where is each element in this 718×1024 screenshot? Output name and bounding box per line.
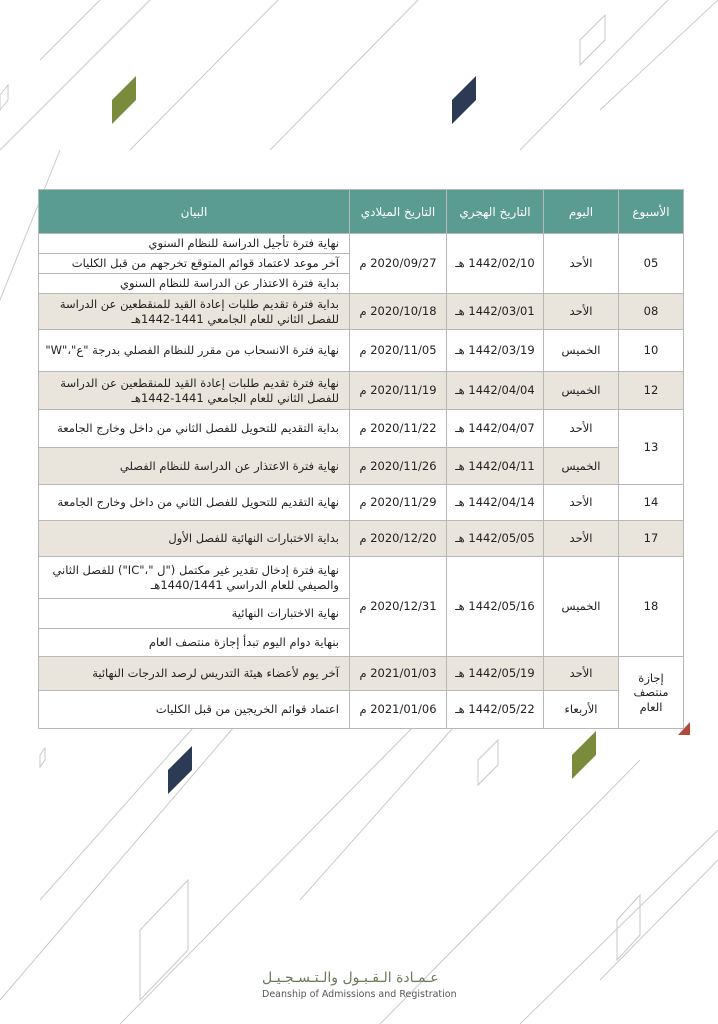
gregorian-cell: 2020/11/29 م: [350, 485, 447, 521]
hijri-cell: 1442/05/05 هـ: [447, 521, 544, 557]
description-line: للفصل الثاني للعام الجامعي 1441-1442هـ: [131, 390, 339, 405]
description-cell: [39, 294, 350, 330]
description-cell: نهاية فترة تأجيل الدراسة للنظام السنوي: [39, 234, 350, 254]
table-row: [39, 372, 684, 410]
hijri-cell: 1442/04/11 هـ: [447, 448, 544, 485]
day-cell: الخميس: [544, 372, 619, 410]
day-cell: الخميس: [544, 448, 619, 485]
gregorian-cell: 2020/11/19 م: [350, 372, 447, 410]
hijri-cell: 1442/05/22 هـ: [447, 691, 544, 729]
description-cell: آخر يوم لأعضاء هيئة التدريس لرصد الدرجات النهائية: [39, 657, 350, 691]
header-gregorian-date: التاريخ الميلادي: [350, 190, 447, 234]
description-line: بداية فترة تقديم طلبات إعادة القيد للمنقطعين عن الدراسة: [59, 297, 339, 312]
week-cell: 05: [619, 234, 684, 294]
hijri-cell: 1442/03/19 هـ: [447, 330, 544, 372]
header-hijri-date: التاريخ الهجري: [447, 190, 544, 234]
day-cell: الخميس: [544, 557, 619, 657]
table-row: [39, 485, 684, 521]
description-cell: بداية الاختبارات النهائية للفصل الأول: [39, 521, 350, 557]
gregorian-cell: 2020/12/20 م: [350, 521, 447, 557]
week-cell: 12: [619, 372, 684, 410]
table-row: [39, 657, 684, 691]
hijri-cell: 1442/04/14 هـ: [447, 485, 544, 521]
week-cell: 10: [619, 330, 684, 372]
academic-calendar-table: [38, 189, 684, 729]
week-cell: إجازة منتصف العام: [619, 657, 684, 729]
header-day: اليوم: [544, 190, 619, 234]
description-line: نهاية فترة تقديم طلبات إعادة القيد للمنقطعين عن الدراسة: [60, 376, 339, 391]
hijri-cell: 1442/04/04 هـ: [447, 372, 544, 410]
footer-logo: [262, 970, 457, 1000]
hijri-cell: 1442/05/16 هـ: [447, 557, 544, 657]
table-row: [39, 448, 684, 485]
table-row: [39, 330, 684, 372]
week-cell: 17: [619, 521, 684, 557]
gregorian-cell: 2020/11/26 م: [350, 448, 447, 485]
hijri-cell: 1442/02/10 هـ: [447, 234, 544, 294]
day-cell: الأحد: [544, 657, 619, 691]
hijri-cell: 1442/03/01 هـ: [447, 294, 544, 330]
description-cell: بنهاية دوام اليوم تبدأ إجازة منتصف العام: [39, 629, 350, 657]
description-line: والصيفي للعام الدراسي 1440/1441هـ: [150, 577, 339, 592]
table-row: [39, 691, 684, 729]
description-cell: نهاية التقديم للتحويل للفصل الثاني من داخل وخارج الجامعة: [39, 485, 350, 521]
table-row: [39, 234, 684, 254]
gregorian-cell: 2020/11/22 م: [350, 410, 447, 448]
description-cell: بداية فترة الاعتذار عن الدراسة للنظام السنوي: [39, 274, 350, 294]
description-cell: آخر موعد لاعتماد قوائم المتوقع تخرجهم من قبل الكليات: [39, 254, 350, 274]
day-cell: الأحد: [544, 410, 619, 448]
description-cell: [39, 372, 350, 410]
description-line: للفصل الثاني للعام الجامعي 1441-1442هـ: [131, 311, 339, 326]
hijri-cell: 1442/05/19 هـ: [447, 657, 544, 691]
description-line: نهاية فترة إدخال تقدير غير مكتمل ("ل "،"IC") للفصل الثاني: [52, 563, 339, 578]
day-cell: الأحد: [544, 234, 619, 294]
header-week: الأسبوع: [619, 190, 684, 234]
footer-arabic-title: عـمـادة الـقـبـول والـتـسـجـيـل: [262, 970, 439, 986]
description-cell: اعتماد قوائم الخريجين من قبل الكليات: [39, 691, 350, 729]
description-cell: نهاية الاختبارات النهائية: [39, 599, 350, 629]
gregorian-cell: 2021/01/03 م: [350, 657, 447, 691]
description-cell: نهاية فترة الانسحاب من مقرر للنظام الفصلي بدرجة "ع"،"W": [39, 330, 350, 372]
description-cell: بداية التقديم للتحويل للفصل الثاني من داخل وخارج الجامعة: [39, 410, 350, 448]
week-cell: 13: [619, 410, 684, 485]
table-row: [39, 410, 684, 448]
day-cell: الأربعاء: [544, 691, 619, 729]
gregorian-cell: 2021/01/06 م: [350, 691, 447, 729]
gregorian-cell: 2020/12/31 م: [350, 557, 447, 657]
gregorian-cell: 2020/11/05 م: [350, 330, 447, 372]
day-cell: الخميس: [544, 330, 619, 372]
week-cell: 08: [619, 294, 684, 330]
table-header-row: [39, 190, 684, 234]
week-cell: 18: [619, 557, 684, 657]
week-cell: 14: [619, 485, 684, 521]
table-row: [39, 294, 684, 330]
gregorian-cell: 2020/09/27 م: [350, 234, 447, 294]
footer-english-title: Deanship of Admissions and Registration: [262, 989, 457, 1000]
description-cell: نهاية فترة الاعتذار عن الدراسة للنظام الفصلي: [39, 448, 350, 485]
day-cell: الأحد: [544, 294, 619, 330]
day-cell: الأحد: [544, 485, 619, 521]
description-cell: [39, 557, 350, 599]
hijri-cell: 1442/04/07 هـ: [447, 410, 544, 448]
table-row: [39, 557, 684, 599]
day-cell: الأحد: [544, 521, 619, 557]
table-row: [39, 521, 684, 557]
gregorian-cell: 2020/10/18 م: [350, 294, 447, 330]
header-description: البيان: [39, 190, 350, 234]
